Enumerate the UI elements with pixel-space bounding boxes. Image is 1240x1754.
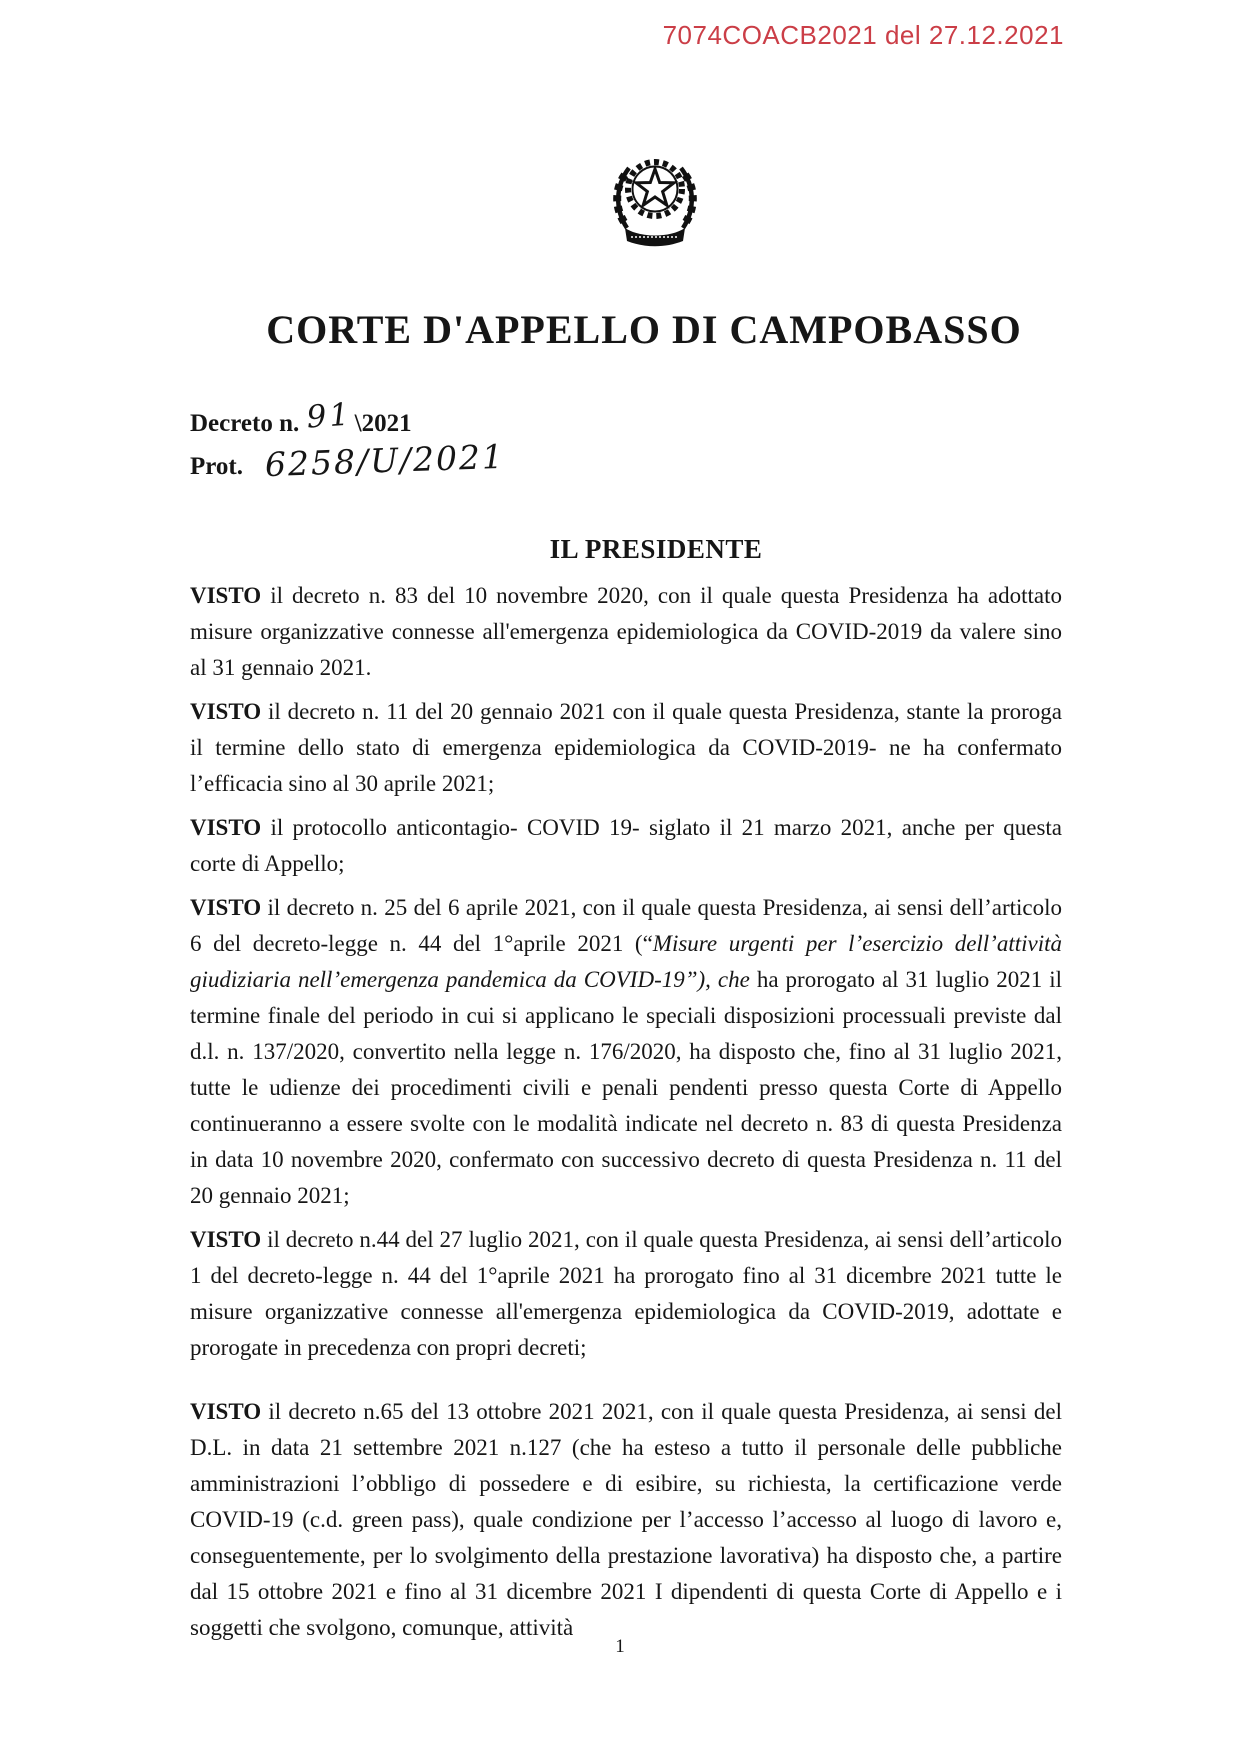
paragraph-text: Misure urgenti per l’esercizio dell’attività giudiziaria nell’emergenza pandemica da COVID-19”), che bbox=[190, 931, 1062, 992]
decree-number-label: Decreto n. bbox=[190, 410, 300, 437]
paragraph-text: il decreto n. 11 del 20 gennaio 2021 con il quale questa Presidenza, stante la proroga il termine dello stato di emergenza epidemiologica da COVID-2019- ne ha confermato l’efficacia sino al 30 aprile 2021; bbox=[190, 699, 1062, 796]
paragraph-text: il decreto n.65 del 13 ottobre 2021 2021, con il quale questa Presidenza, ai sensi del D.L. in data 21 settembre 2021 n.127 (che ha esteso a tutto il personale delle pubbliche amministrazioni l’obbligo di possedere e di esibire, su richiesta, la certificazione verde COVID-19 (c.d. green pass), quale condizione per l’accesso l’accesso al luogo di lavoro e, conseguentemente, per lo svolgimento della prestazione lavorativa) ha disposto che, a partire dal 15 ottobre 2021 e fino al 31 dicembre 2021 I dipendenti di questa Corte di Appello e i soggetti che svolgono, comunque, attività bbox=[190, 1399, 1062, 1640]
visto-lead: VISTO bbox=[190, 1227, 262, 1252]
paragraph-text: il decreto n. 25 del 6 aprile 2021, con il quale questa Presidenza, ai sensi dell’articolo 6 del decreto-legge n. 44 del 1°aprile 2021 (“ bbox=[190, 895, 1062, 956]
prot-label: Prot. bbox=[190, 453, 243, 480]
visto-paragraph bbox=[190, 1394, 1062, 1646]
decree-number-line bbox=[190, 396, 1062, 446]
visto-paragraph bbox=[190, 694, 1062, 802]
visto-lead: VISTO bbox=[190, 583, 262, 608]
visto-paragraph bbox=[190, 890, 1062, 1214]
visto-lead: VISTO bbox=[190, 895, 262, 920]
decree-block bbox=[190, 396, 1062, 504]
court-title: CORTE D'APPELLO DI CAMPOBASSO bbox=[266, 307, 1022, 352]
visto-lead: VISTO bbox=[190, 1399, 262, 1424]
protocol-stamp: 7074COACB2021 del 27.12.2021 bbox=[662, 20, 1064, 50]
presidente-heading: IL PRESIDENTE bbox=[549, 534, 763, 564]
paragraph-text: il protocollo anticontagio- COVID 19- siglato il 21 marzo 2021, anche per questa corte di Appello; bbox=[190, 815, 1062, 876]
paragraph-text: il decreto n. 83 del 10 novembre 2020, con il quale questa Presidenza ha adottato misure organizzative connesse all'emergenza epidemiologica da COVID-2019 da valere sino al 31 gennaio 2021. bbox=[190, 583, 1062, 680]
visto-paragraph bbox=[190, 578, 1062, 686]
visto-lead: VISTO bbox=[190, 699, 262, 724]
page-number: 1 bbox=[615, 1636, 625, 1657]
visto-paragraph bbox=[190, 810, 1062, 882]
prot-number-handwritten: 6258/U/2021 bbox=[264, 436, 506, 485]
visto-paragraph bbox=[190, 1222, 1062, 1366]
visto-lead: VISTO bbox=[190, 815, 262, 840]
document-body bbox=[190, 578, 1062, 1646]
decree-year-typed: \2021 bbox=[354, 410, 412, 437]
paragraph-text: il decreto n.44 del 27 luglio 2021, con il quale questa Presidenza, ai sensi dell’articolo 1 del decreto-legge n. 44 del 1°aprile 2021 ha prorogato fino al 31 dicembre 2021 tutte le misure organizzative connesse all'emergenza epidemiologica da COVID-2019, adottate e prorogate in precedenza con propri decreti; bbox=[190, 1227, 1062, 1360]
protocol-number-line bbox=[190, 436, 1062, 504]
document-content bbox=[190, 0, 1062, 1646]
paragraph-text: ha prorogato al 31 luglio 2021 il termine finale del periodo in cui si applicano le speciali disposizioni processuali previste dal d.l. n. 137/2020, convertito nella legge n. 176/2020, ha disposto che, fino al 31 luglio 2021, tutte le udienze dei procedimenti civili e penali pendenti presso questa Corte di Appello continueranno a essere svolte con le modalità indicate nel decreto n. 83 di questa Presidenza in data 10 novembre 2020, confermato con successivo decreto di questa Presidenza n. 11 del 20 gennaio 2021; bbox=[190, 967, 1062, 1208]
decree-number-handwritten: 91 bbox=[305, 396, 354, 436]
